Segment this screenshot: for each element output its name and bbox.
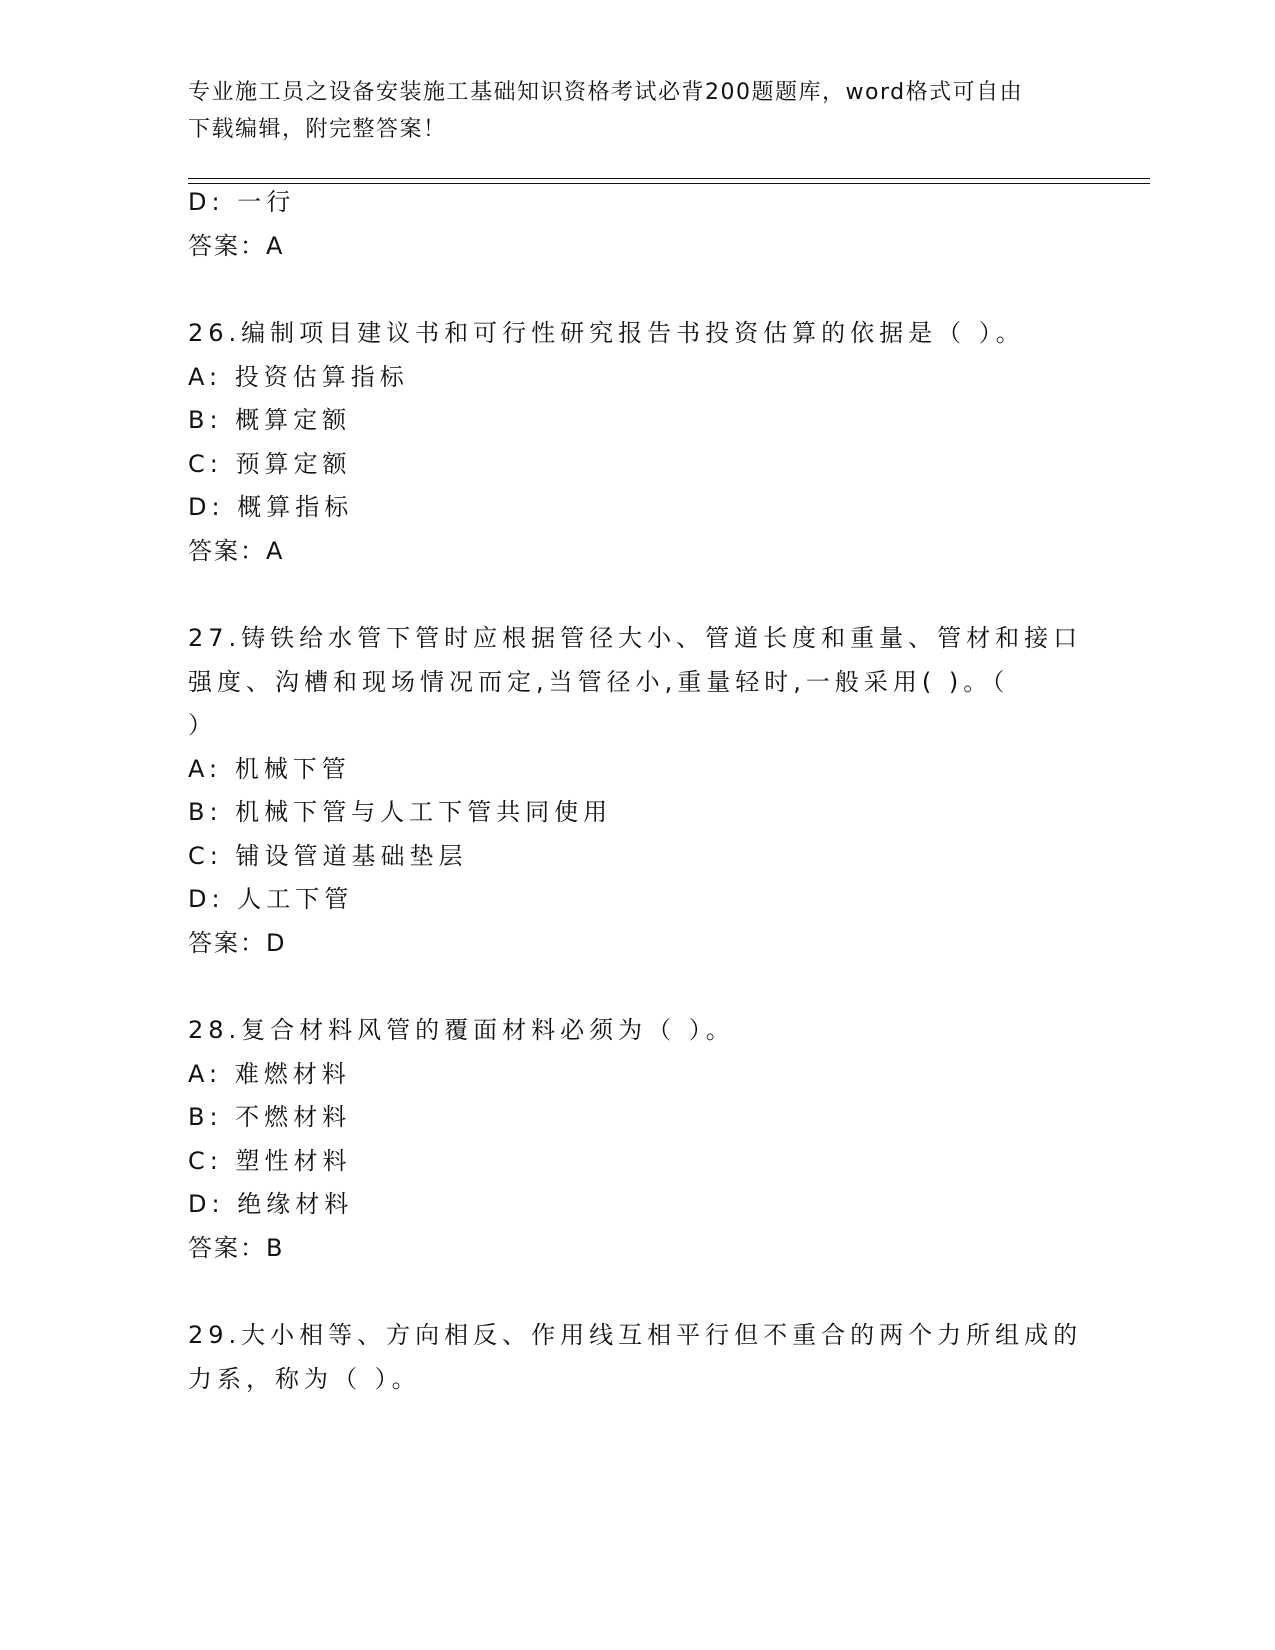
- prev-answer: 答案：A: [188, 232, 285, 260]
- q27-answer: 答案：D: [188, 929, 287, 957]
- q28-option-c: C: 塑性材料: [188, 1147, 352, 1175]
- q27-stem-line-1: 27.铸铁给水管下管时应根据管径大小、管道长度和重量、管材和接口: [188, 624, 1083, 652]
- q27-option-d: D: 人工下管: [188, 885, 354, 913]
- q27-option-b: B: 机械下管与人工下管共同使用: [188, 798, 613, 826]
- q27-option-c: C: 铺设管道基础垫层: [188, 842, 468, 870]
- q28-stem-line-1: 28.复合材料风管的覆面材料必须为（ ）。: [188, 1016, 735, 1044]
- header-title-line-1: 专业施工员之设备安装施工基础知识资格考试必背200题题库，word格式可自由: [188, 80, 1024, 105]
- q26-stem-line-1: 26.编制项目建议书和可行性研究报告书投资估算的依据是（ ）。: [188, 319, 1025, 347]
- q28-answer: 答案：B: [188, 1234, 285, 1262]
- q29-stem-line-1: 29.大小相等、方向相反、作用线互相平行但不重合的两个力所组成的: [188, 1321, 1083, 1349]
- q27-stem-line-2: 强度、沟槽和现场情况而定,当管径小,重量轻时,一般采用( )。（: [188, 668, 1010, 696]
- prev-option-d: D: 一行: [188, 188, 296, 216]
- q27-stem-line-3: ）: [188, 711, 217, 739]
- document-header: [188, 74, 1068, 148]
- q27-option-a: A: 机械下管: [188, 755, 351, 783]
- q28-option-d: D: 绝缘材料: [188, 1190, 354, 1218]
- q29-stem-line-2: 力系，称为（ ）。: [188, 1365, 421, 1393]
- q26-answer: 答案：A: [188, 537, 285, 565]
- q26-option-b: B: 概算定额: [188, 406, 352, 434]
- header-rule-top: [188, 178, 1150, 179]
- q26-option-d: D: 概算指标: [188, 493, 354, 521]
- q26-option-a: A: 投资估算指标: [188, 363, 409, 391]
- q28-option-b: B: 不燃材料: [188, 1103, 352, 1131]
- header-rule-bottom: [188, 183, 1150, 184]
- q28-option-a: A: 难燃材料: [188, 1060, 351, 1088]
- q26-option-c: C: 预算定额: [188, 450, 352, 478]
- header-title-line-2: 下载编辑，附完整答案！: [188, 117, 447, 142]
